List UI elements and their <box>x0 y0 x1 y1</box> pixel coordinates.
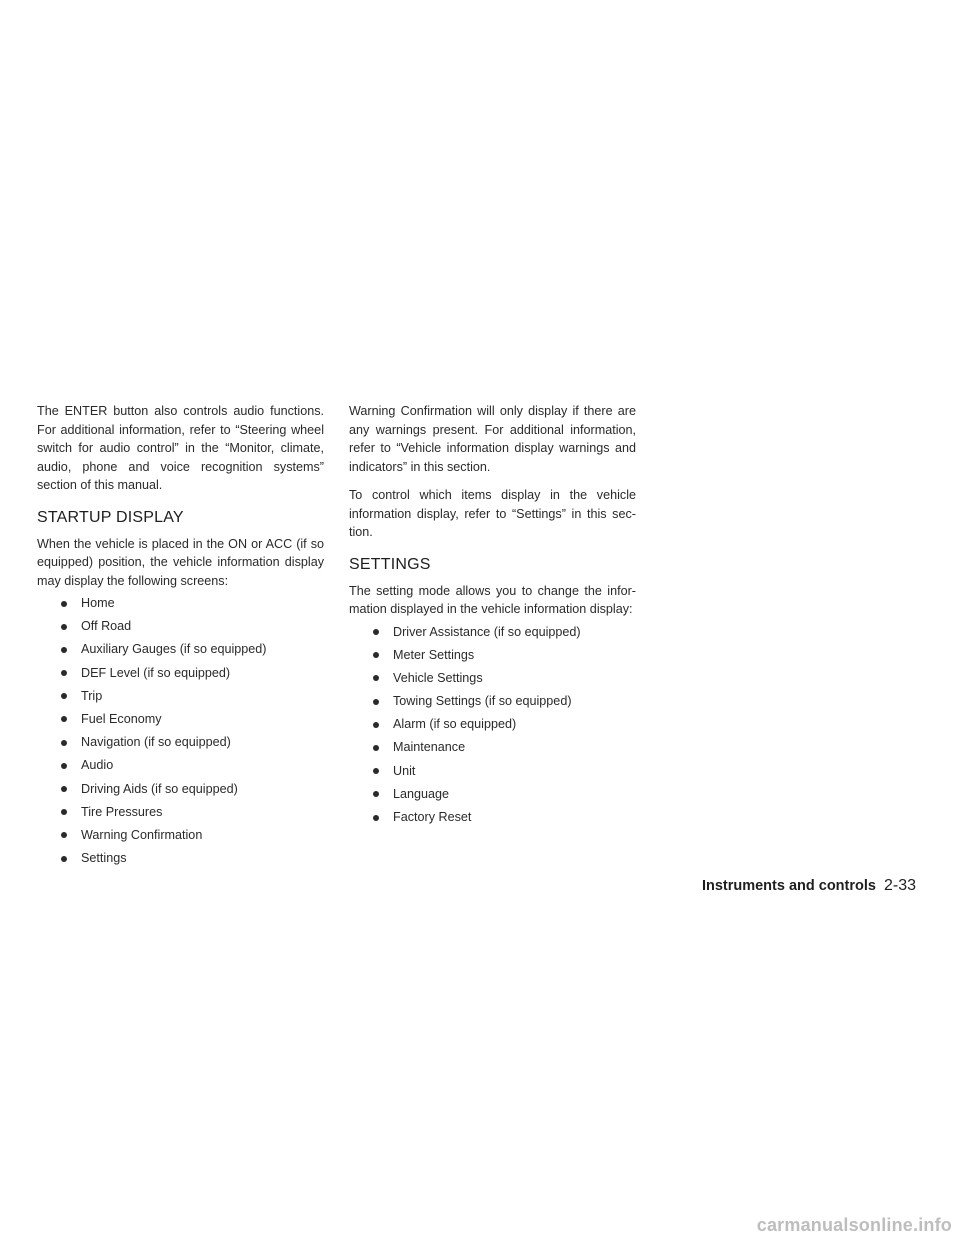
bullet-icon <box>373 652 379 658</box>
list-item: Warning Confirmation <box>37 826 324 849</box>
list-item: Vehicle Settings <box>349 669 636 692</box>
list-item: Navigation (if so equipped) <box>37 733 324 756</box>
list-item: Off Road <box>37 617 324 640</box>
bullet-icon <box>61 786 67 792</box>
list-item: Settings <box>37 849 324 872</box>
bullet-icon <box>61 740 67 746</box>
list-item: Tire Pressures <box>37 803 324 826</box>
bullet-icon <box>61 647 67 653</box>
bullet-icon <box>61 670 67 676</box>
startup-paragraph: When the vehicle is placed in the ON or ACC (if so equipped) position, the vehicle information display may display the following screens: <box>37 536 324 588</box>
list-item: Alarm (if so equipped) <box>349 715 636 738</box>
warning-confirmation-paragraph: Warning Confirmation will only display if there are any warnings present. For additional information, refer to “Vehicle information display warnings and indicators” in this section. <box>349 404 636 474</box>
list-item: Meter Settings <box>349 646 636 669</box>
intro-paragraph: The ENTER button also controls audio functions. For additional information, refer to “Steering wheel switch for audio control” in the “Monitor, climate, audio, phone and voice recognition systems” section of this manual. <box>37 404 324 492</box>
startup-screen-list <box>37 594 324 872</box>
list-item: DEF Level (if so equipped) <box>37 664 324 687</box>
bullet-icon <box>61 601 67 607</box>
bullet-icon <box>61 693 67 699</box>
list-item: Maintenance <box>349 738 636 761</box>
page-footer <box>702 877 916 895</box>
list-item: Unit <box>349 762 636 785</box>
bullet-icon <box>373 815 379 821</box>
watermark: carmanualsonline.info <box>756 1215 952 1235</box>
bullet-icon <box>373 722 379 728</box>
list-item: Factory Reset <box>349 808 636 831</box>
list-item: Towing Settings (if so equipped) <box>349 692 636 715</box>
list-item: Driving Aids (if so equipped) <box>37 780 324 803</box>
bullet-icon <box>61 809 67 815</box>
startup-display-heading: STARTUP DISPLAY <box>37 508 184 526</box>
control-items-paragraph: To control which items display in the vehicle information display, refer to “Settings” in this section. <box>349 488 636 539</box>
left-column <box>37 402 324 872</box>
list-item: Home <box>37 594 324 617</box>
list-item: Audio <box>37 756 324 779</box>
bullet-icon <box>61 763 67 769</box>
footer-section-title: Instruments and controls <box>701 878 876 894</box>
bullet-icon <box>373 675 379 681</box>
page-number: 2-33 <box>883 877 916 894</box>
list-item: Language <box>349 785 636 808</box>
bullet-icon <box>373 791 379 797</box>
bullet-icon <box>373 745 379 751</box>
bullet-icon <box>61 832 67 838</box>
list-item: Fuel Economy <box>37 710 324 733</box>
bullet-icon <box>373 629 379 635</box>
bullet-icon <box>61 856 67 862</box>
right-column <box>349 402 636 831</box>
settings-paragraph: The setting mode allows you to change the information displayed in the vehicle information display: <box>349 583 636 616</box>
list-item: Auxiliary Gauges (if so equipped) <box>37 640 324 663</box>
settings-heading: SETTINGS <box>349 555 431 573</box>
bullet-icon <box>61 624 67 630</box>
list-item: Driver Assistance (if so equipped) <box>349 623 636 646</box>
bullet-icon <box>373 768 379 774</box>
bullet-icon <box>373 699 379 705</box>
list-item: Trip <box>37 687 324 710</box>
bullet-icon <box>61 716 67 722</box>
settings-item-list <box>349 623 636 832</box>
